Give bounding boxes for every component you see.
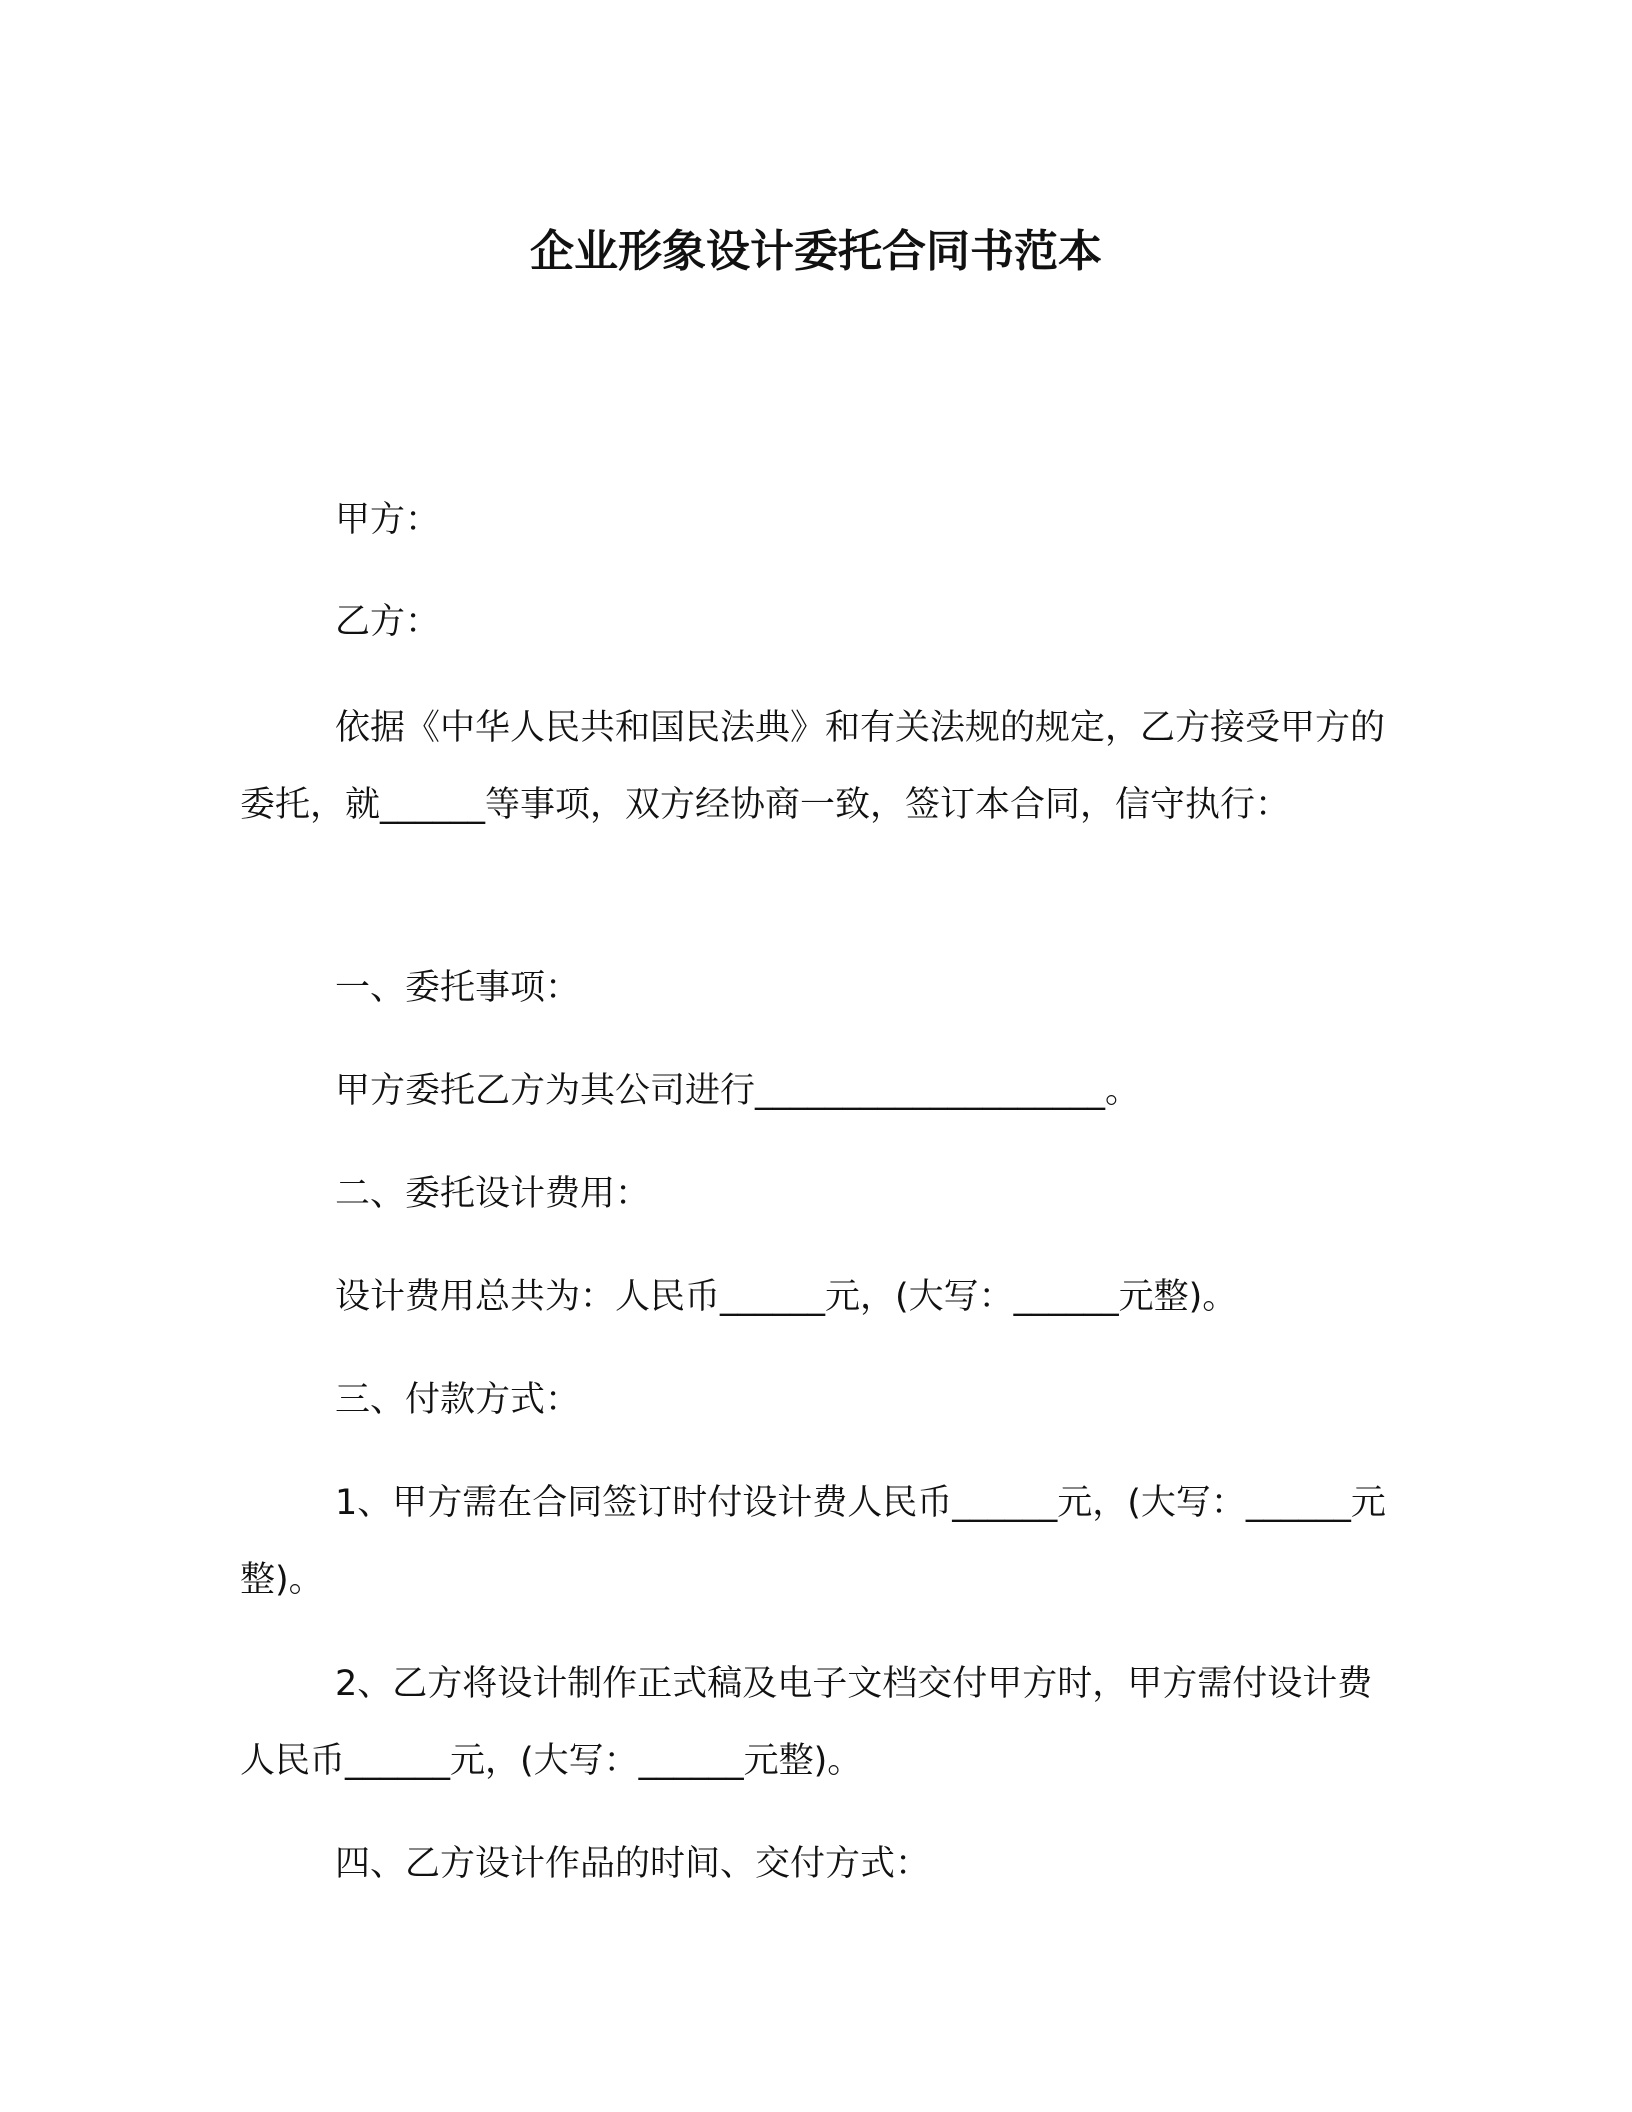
section2-heading: 二、委托设计费用： <box>335 1174 651 1214</box>
document-title: 企业形象设计委托合同书范本 <box>530 226 1102 277</box>
section3-heading: 三、付款方式： <box>335 1380 581 1420</box>
section1-body: 甲方委托乙方为其公司进行____________________。 <box>335 1071 1141 1111</box>
preamble-paragraph: 依据《中华人民共和国民法典》和有关法规的规定，乙方接受甲方的委托，就______等事项，双方经协商一致，签订本合同，信守执行： <box>240 708 1386 825</box>
section2-body: 设计费用总共为：人民币______元，(大写：______元整)。 <box>335 1277 1238 1317</box>
section3-item2: 2、乙方将设计制作正式稿及电子文档交付甲方时，甲方需付设计费人民币______元，(大写：______元整)。 <box>240 1664 1373 1781</box>
party-b-label: 乙方： <box>335 602 441 642</box>
section3-item1: 1、甲方需在合同签订时付设计费人民币______元，(大写：______元整)。 <box>240 1483 1386 1600</box>
party-a-label: 甲方： <box>335 500 441 540</box>
section1-heading: 一、委托事项： <box>335 968 581 1008</box>
section4-heading: 四、乙方设计作品的时间、交付方式： <box>335 1844 931 1884</box>
